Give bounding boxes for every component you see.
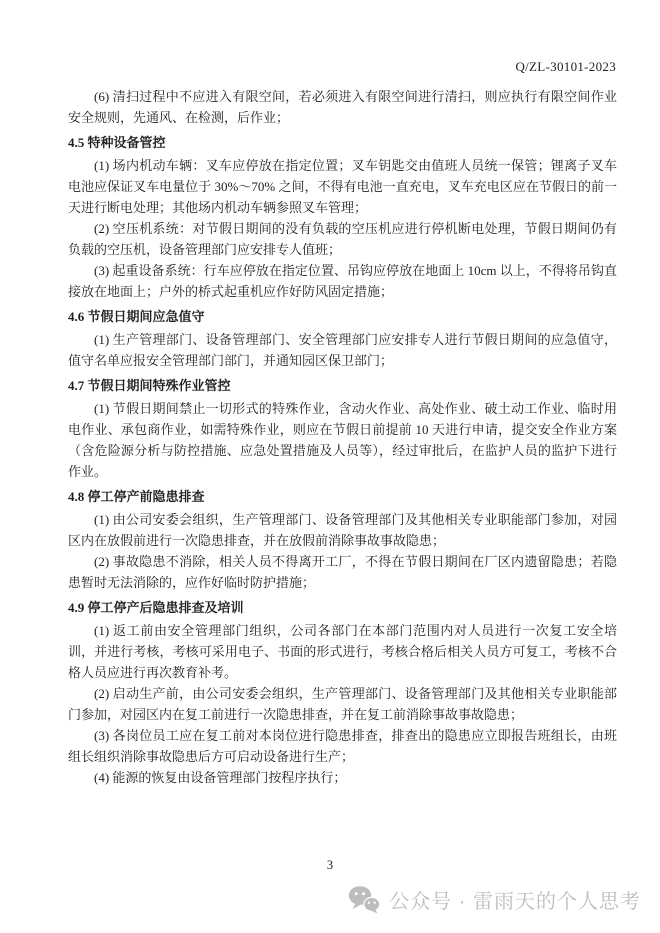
para-4-4-item-6: (6) 清扫过程中不应进入有限空间，若必须进入有限空间进行清扫，则应执行有限空间作业安全规则，先通风、在检测，后作业； <box>68 89 617 125</box>
para-4-5-item-1: (1) 场内机动车辆：叉车应停放在指定位置；叉车钥匙交由值班人员统一保管；锂离子叉车电池应保证叉车电量位于 30%～70% 之间，不得有电池一直充电，叉车充电区应在节假日的前一天进行断电处理；其他场内机动车辆参照叉车管理； <box>68 158 617 215</box>
watermark <box>348 885 641 914</box>
document-body <box>68 86 617 788</box>
document-code: Q/ZL-30101-2023 <box>515 59 616 74</box>
para-4-6-item-1: (1) 生产管理部门、设备管理部门、安全管理部门应安排专人进行节假日期间的应急值守，值守名单应报安全管理部门部门，并通知园区保卫部门； <box>68 332 617 368</box>
section-heading-4-8: 4.8 停工停产前隐患排查 <box>68 489 205 504</box>
watermark-text: 公众号 · 雷雨天的个人思考 <box>389 891 641 913</box>
section-heading-4-5: 4.5 特种设备管控 <box>68 135 166 150</box>
section-heading-4-6: 4.6 节假日期间应急值守 <box>68 309 205 324</box>
para-4-8-item-2: (2) 事故隐患不消除，相关人员不得离开工厂，不得在节假日期间在厂区内遗留隐患；若隐患暂时无法消除的，应作好临时防护措施； <box>68 554 617 590</box>
para-4-8-item-1: (1) 由公司安委会组织，生产管理部门、设备管理部门及其他相关专业职能部门参加，对园区内在放假前进行一次隐患排查，并在放假前消除事故事故隐患； <box>68 512 617 548</box>
section-heading-4-9: 4.9 停工停产后隐患排查及培训 <box>68 600 244 615</box>
para-4-5-item-2: (2) 空压机系统：对节假日期间的没有负载的空压机应进行停机断电处理，节假日期间仍有负载的空压机，设备管理部门应安排专人值班； <box>68 221 617 257</box>
para-4-5-item-3: (3) 起重设备系统：行车应停放在指定位置、吊钩应停放在地面上 10cm 以上，不得将吊钩直接放在地面上；户外的桥式起重机应作好防风固定措施； <box>68 263 617 299</box>
section-heading-4-7: 4.7 节假日期间特殊作业管控 <box>68 378 231 393</box>
para-4-9-item-3: (3) 各岗位员工应在复工前对本岗位进行隐患排查，排查出的隐患应立即报告班组长，由班组长组织消除事故隐患后方可启动设备进行生产； <box>68 728 617 764</box>
para-4-7-item-1: (1) 节假日期间禁止一切形式的特殊作业，含动火作业、高处作业、破土动工作业、临时用电作业、承包商作业，如需特殊作业，则应在节假日前提前 10 天进行申请，提交安全作业方案（含危险源分析与防控措施、应急处置措施及人员等），经过审批后，在监护人员的监护下进行作业。 <box>68 401 617 479</box>
para-4-9-item-1: (1) 返工前由安全管理部门组织，公司各部门在本部门范围内对人员进行一次复工安全培训，并进行考核，考核可采用电子、书面的形式进行，考核合格后相关人员方可复工，考核不合格人员应进行再次教育补考。 <box>68 623 617 680</box>
wechat-icon <box>348 885 380 914</box>
page-number: 3 <box>326 858 334 872</box>
para-4-9-item-2: (2) 启动生产前，由公司安委会组织，生产管理部门、设备管理部门及其他相关专业职能部门参加，对园区内在复工前进行一次隐患排查，并在复工前消除事故事故隐患； <box>68 686 617 722</box>
para-4-9-item-4: (4) 能源的恢复由设备管理部门按程序执行； <box>94 770 347 785</box>
